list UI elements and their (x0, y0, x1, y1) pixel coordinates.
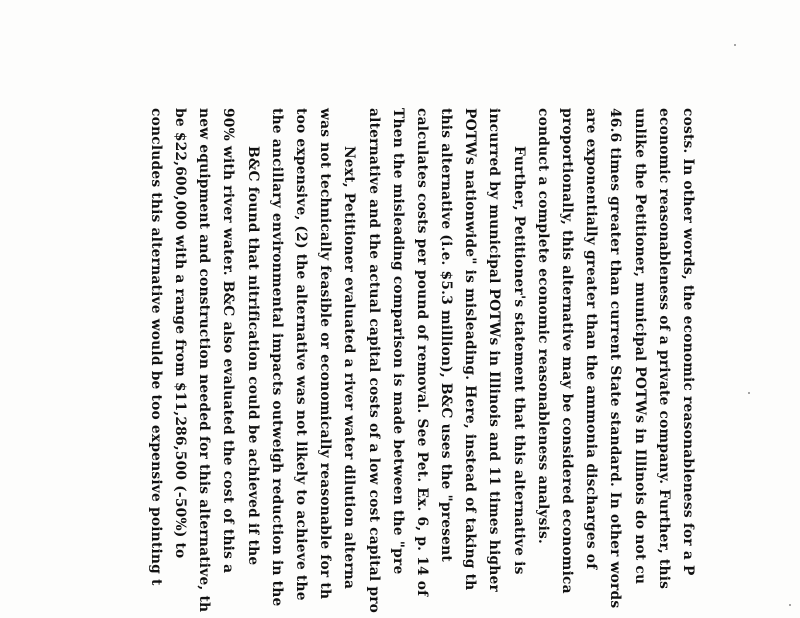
text-line-19: B&C found that nitrification could be achieved if the (244, 146, 261, 566)
scan-speck (789, 604, 791, 606)
text-line-10: POTWs nationwide" is misleading. Here, instead of taking th (462, 108, 479, 591)
text-line-8: Further, Petitioner's statement that this alternative is (510, 146, 527, 575)
text-line-13: Then the misleading comparison is made between the "pre (389, 108, 406, 575)
text-line-7: conduct a complete economic reasonableness analysis. (534, 108, 551, 545)
text-line-14: alternative and the actual capital costs of a low cost capital pro (365, 108, 382, 614)
text-line-21: new equipment and construction needed for this alternative, th (196, 108, 213, 613)
text-line-18: the ancillary environmental impacts outweigh reduction in the (268, 108, 285, 607)
text-line-4: 46.6 times greater than current State standard. In other words (607, 108, 624, 609)
text-line-5: are exponentially greater than the ammonia discharges of (583, 108, 600, 570)
text-line-22: be $22,600,000 with a range from $11,286,500 (-50%) to (172, 108, 189, 559)
text-line-6: proportionally, this alternative may be considered economica (559, 108, 576, 594)
scan-speck (748, 392, 750, 394)
text-line-16: was not technically feasible or economically reasonable for th (317, 108, 334, 600)
text-line-11: this alternative (i.e. $5.3 million), B&C uses the "present (438, 108, 455, 562)
text-line-20: 90% with river water. B&C also evaluated the cost of this a (220, 108, 237, 574)
rotated-text-block (144, 108, 700, 618)
text-line-2: economic reasonableness of a private company. Further, this (655, 108, 672, 590)
text-line-1: costs. In other words, the economic reasonableness for a P (680, 108, 696, 576)
text-line-3: unlike the Petitioner, municipal POTWs in Illinois do not cu (631, 108, 648, 585)
text-line-23: concludes this alternative would be too expensive pointing t (147, 108, 164, 586)
text-line-15: Next, Petitioner evaluated a river water dilution alterna (341, 146, 358, 590)
text-line-17: too expensive, (2) the alternative was not likely to achieve the (293, 108, 309, 601)
text-line-9: incurred by municipal POTWs in Illinois and 11 times higher (486, 108, 503, 592)
text-line-12: calculates costs per pound of removal. See Pet. Ex. 6, p. 14 of (413, 108, 430, 597)
scan-speck (734, 44, 736, 46)
